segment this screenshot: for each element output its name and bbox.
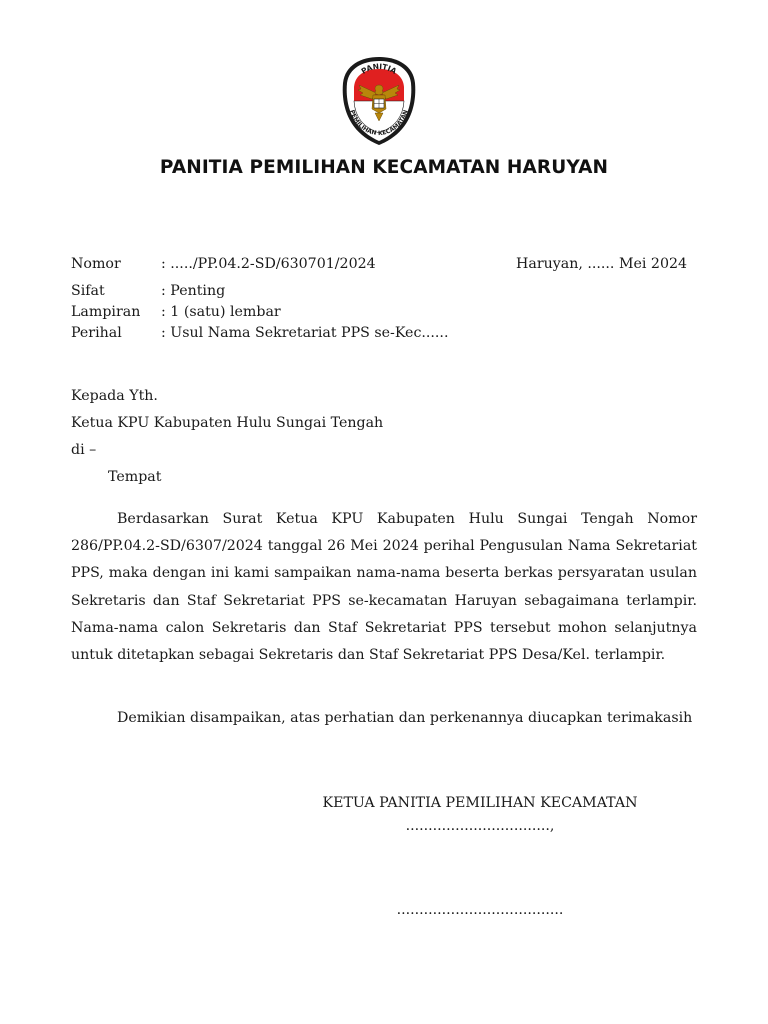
meta-lampiran — [71, 302, 281, 322]
signature-place-dots: ................................, — [405, 818, 555, 834]
garuda-emblem-icon — [339, 55, 419, 147]
body-paragraph-2: Demikian disampaikan, atas perhatian dan perkenannya diucapkan terimakasih — [117, 710, 693, 726]
lampiran-value: : 1 (satu) lembar — [161, 304, 281, 320]
nomor-value: : ...../PP.04.2-SD/630701/2024 — [161, 256, 376, 272]
sifat-value: : Penting — [161, 283, 226, 299]
perihal-label: Perihal — [71, 325, 122, 341]
address-recipient: Ketua KPU Kabupaten Hulu Sungai Tengah — [71, 415, 384, 431]
address-di: di – — [71, 442, 97, 458]
signature-position: KETUA PANITIA PEMILIHAN KECAMATAN — [322, 795, 638, 811]
logo-top-text: PANITIA — [359, 61, 399, 76]
ppk-logo — [339, 55, 419, 147]
signature-name-dots: ..................................... — [396, 902, 564, 918]
lampiran-label: Lampiran — [71, 304, 141, 320]
meta-sifat — [71, 281, 225, 301]
body-paragraph-1: Berdasarkan Surat Ketua KPU Kabupaten Hulu Sungai Tengah Nomor 286/PP.04.2-SD/6307/2024 tanggal 26 Mei 2024 perihal Pengusulan Nama Sekretariat PPS, maka dengan ini kami sampaikan nama-nama beserta berkas persyaratan usulan Sekretaris dan Staf Sekretariat PPS se-kecamatan Haruyan sebagaimana terlampir. Nama-nama calon Sekretaris dan Staf Sekretariat PPS tersebut mohon selanjutnya untuk ditetapkan sebagai Sekretaris dan Staf Sekretariat PPS Desa/Kel. terlampir. — [71, 511, 697, 664]
logo-bottom-text: PEMILIHAN KECAMATAN — [348, 109, 410, 138]
meta-perihal — [71, 323, 448, 343]
page-title: PANITIA PEMILIHAN KECAMATAN HARUYAN — [159, 157, 609, 178]
meta-nomor — [71, 254, 376, 274]
sifat-label: Sifat — [71, 283, 105, 299]
letter-date: Haruyan, ...... Mei 2024 — [516, 256, 688, 272]
nomor-label: Nomor — [71, 256, 121, 272]
address-greeting: Kepada Yth. — [71, 388, 158, 404]
address-tempat: Tempat — [108, 469, 162, 485]
perihal-value: : Usul Nama Sekretariat PPS se-Kec...... — [161, 325, 449, 341]
